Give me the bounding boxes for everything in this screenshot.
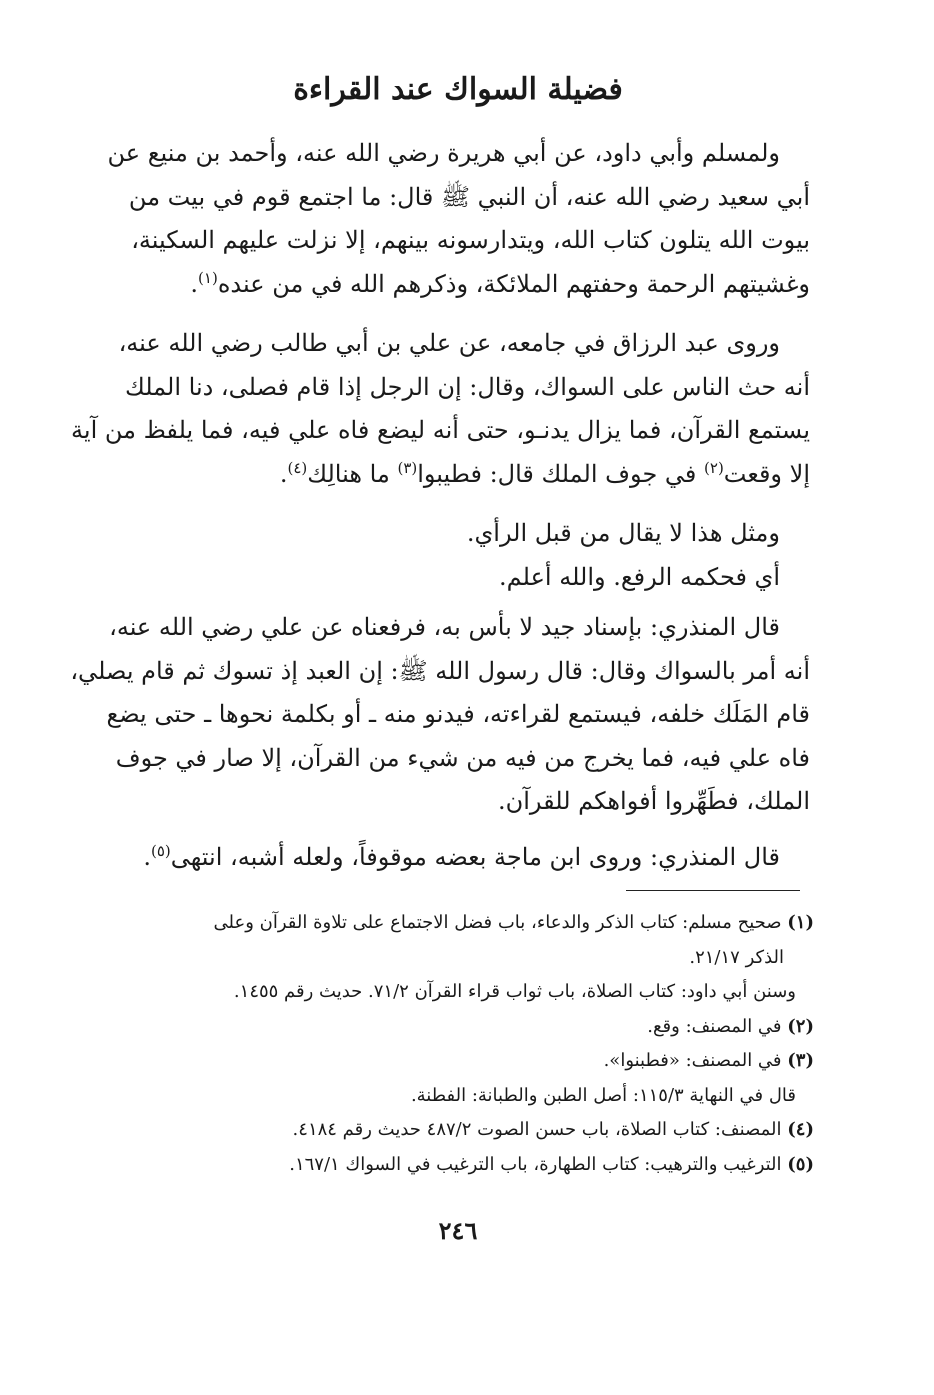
paragraph-3: [104, 512, 810, 599]
text-line: [104, 263, 810, 307]
text-line: ولمسلم وأبي داود، عن أبي هريرة رضي الله عنه، وأحمد بن منيع عن: [107, 139, 780, 167]
footnotes: [104, 906, 814, 1182]
text-line: يستمع القرآن، فما يزال يدنـو، حتى أنه ليضع فاه علي فيه، فما يلفظ من آية: [71, 416, 810, 444]
line-end: .: [143, 843, 151, 871]
footnote-number: (٥): [787, 1153, 814, 1175]
footnote-ref-1[interactable]: (١): [198, 268, 218, 287]
footnote-ref-3[interactable]: (٣): [397, 458, 418, 477]
paragraph-4: [70, 606, 810, 824]
footnote-1-continuation: [104, 941, 814, 976]
footnote-number: (١): [787, 912, 814, 933]
line-text: قال المنذري: وروى ابن ماجة بعضه موقوفاً، ولعله أشبه، انتهى: [170, 843, 780, 871]
line-text: ما هنالِك: [307, 459, 398, 488]
text-line: أنه حث الناس على السواك، وقال: إن الرجل إذا قام فصلى، دنا الملك: [124, 372, 810, 401]
text-line: قام المَلَك خلفه، فيستمع لقراءته، فيدنو منه ـ أو بكلمة نحوها ـ حتى يضع: [106, 700, 810, 728]
page-number: ٢٤٦: [438, 1216, 478, 1245]
text-line: بيوت الله يتلون كتاب الله، ويتدارسونه بينهم، إلا نزلت عليهم السكينة،: [131, 226, 810, 254]
text-line: [104, 836, 810, 880]
paragraph-2: [71, 322, 810, 496]
footnote-3-extra: [104, 1079, 814, 1114]
paragraph-1: [104, 132, 810, 306]
footnote-text: الذكر ٢١/١٧.: [689, 946, 784, 968]
footnote-ref-2[interactable]: (٢): [704, 458, 724, 477]
footnote-4: [104, 1113, 814, 1148]
footnote-1: [104, 906, 814, 941]
footnote-2: [104, 1010, 814, 1045]
footnote-text: وسنن أبي داود: كتاب الصلاة، باب ثواب قراء القرآن ٧١/٢. حديث رقم ١٤٥٥.: [233, 981, 796, 1002]
footnote-5: [104, 1148, 814, 1183]
paragraph-5: [104, 836, 810, 880]
line-text: وغشيتهم الرحمة وحفتهم الملائكة، وذكرهم الله في من عنده: [217, 269, 810, 298]
text-line: قال المنذري: بإسناد جيد لا بأس به، فرفعناه عن علي رضي الله عنه،: [109, 613, 780, 641]
footnote-text: صحيح مسلم: كتاب الذكر والدعاء، باب فضل الاجتماع على تلاوة القرآن وعلى: [213, 912, 788, 933]
text-line: أنه أمر بالسواك وقال: قال رسول الله ﷺ: إن العبد إذ تسوك ثم قام يصلي،: [70, 656, 810, 685]
footnote-text: الترغيب والترهيب: كتاب الطهارة، باب الترغيب في السواك ١٦٧/١.: [289, 1153, 788, 1175]
footnote-1-extra: [104, 975, 814, 1010]
footnote-3: [104, 1044, 814, 1079]
footnote-number: (٢): [787, 1015, 814, 1037]
text-line: أي فحكمه الرفع. والله أعلم.: [499, 562, 780, 591]
line-end: .: [279, 459, 288, 488]
footnote-text: المصنف: كتاب الصلاة، باب حسن الصوت ٤٨٧/٢ حديث رقم ٤١٨٤.: [292, 1119, 788, 1140]
line-end: .: [190, 269, 199, 298]
text-line: وروى عبد الرزاق في جامعه، عن علي بن أبي طالب رضي الله عنه،: [118, 329, 780, 357]
footnote-number: (٣): [787, 1050, 814, 1071]
text-line: أبي سعيد رضي الله عنه، أن النبي ﷺ قال: ما اجتمع قوم في بيت من: [128, 182, 810, 211]
page-title: فضيلة السواك عند القراءة: [293, 72, 623, 107]
text-line: فاه علي فيه، فما يخرج من فيه من شيء من القرآن، إلا صار في جوف: [115, 743, 810, 772]
footnote-text: في المصنف: «فطبنوا».: [603, 1050, 788, 1071]
footnote-ref-4[interactable]: (٤): [287, 458, 308, 477]
text-line: الملك، فطَهِّروا أفواهكم للقرآن.: [497, 787, 810, 815]
text-line: ومثل هذا لا يقال من قبل الرأي.: [466, 519, 780, 547]
line-text: في جوف الملك قال: فطيبوا: [417, 459, 705, 488]
footnote-ref-5[interactable]: (٥): [150, 842, 171, 860]
footnote-text: قال في النهاية ١١٥/٣: أصل الطبن والطبانة: الفطنة.: [410, 1084, 796, 1106]
line-text: إلا وقعت: [723, 459, 810, 488]
footnote-number: (٤): [787, 1119, 814, 1140]
footnote-divider: [626, 890, 800, 891]
text-line: [104, 453, 810, 497]
footnote-text: في المصنف: وقع.: [647, 1015, 788, 1037]
